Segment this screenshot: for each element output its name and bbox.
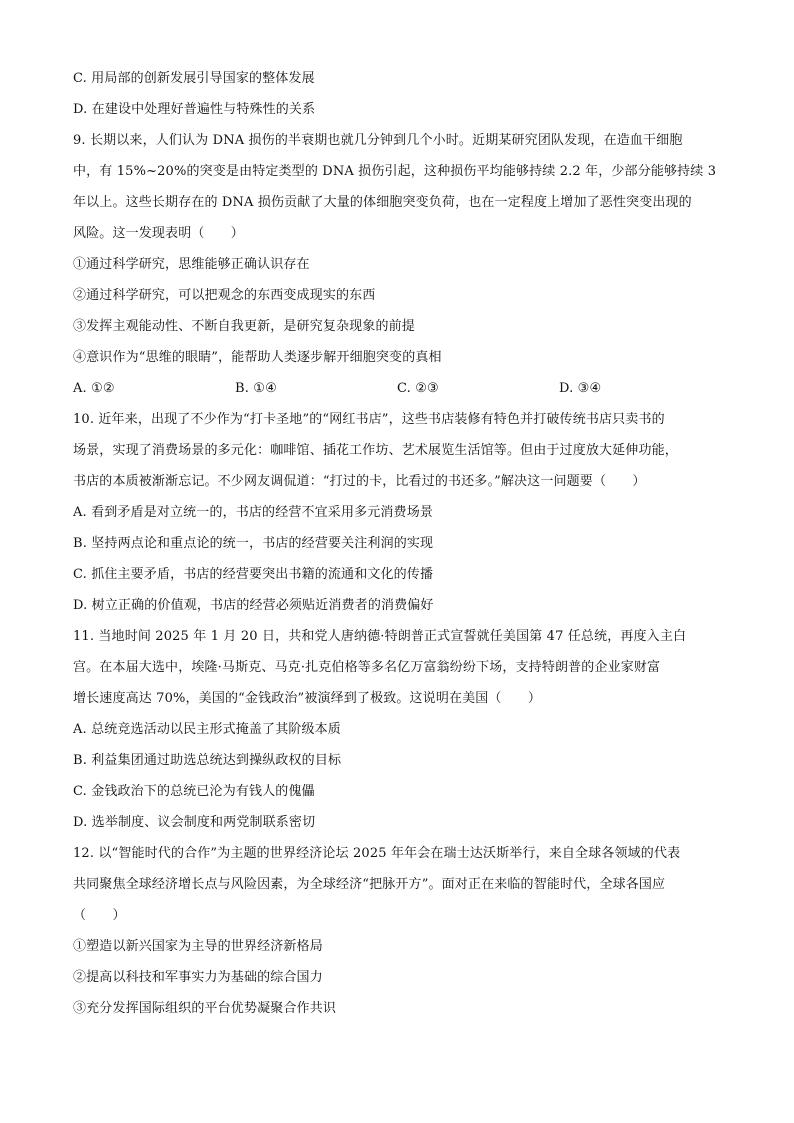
- question-stem-line: 9. 长期以来，人们认为 DNA 损伤的半衰期也就几分钟到几个小时。近期某研究团队发现，在造血干细胞: [73, 133, 683, 148]
- choice-a: A. ①②: [73, 381, 115, 396]
- question-stem-line: （ ）: [73, 908, 126, 923]
- option-b: B. 利益集团通过助选总统达到操纵政权的目标: [73, 753, 342, 768]
- answer-choices-row: [73, 373, 723, 404]
- option-d: D. 树立正确的价值观，书店的经营必须贴近消费者的消费偏好: [73, 598, 434, 613]
- question-stem-line: 10. 近年来，出现了不少作为“打卡圣地”的“网红书店”，这些书店装修有特色并打破传统书店只卖书的: [73, 412, 665, 427]
- question-stem-line: 增长速度高达 70%，美国的“金钱政治”被演绎到了极致。这说明在美国（ ）: [73, 691, 542, 706]
- question-12: [73, 838, 723, 1024]
- question-9: [73, 125, 723, 404]
- option-a: A. 看到矛盾是对立统一的，书店的经营不宜采用多元消费场景: [73, 505, 434, 520]
- question-stem-line: 宫。在本届大选中，埃隆·马斯克、马克·扎克伯格等多名亿万富翁纷纷下场，支持特朗普的企业家财富: [73, 660, 661, 675]
- statement-item-1: ①塑造以新兴国家为主导的世界经济新格局: [73, 939, 323, 954]
- question-stem-line: 12. 以“智能时代的合作”为主题的世界经济论坛 2025 年年会在瑞士达沃斯举行，来自全球各领域的代表: [73, 846, 681, 861]
- question-stem-line: 11. 当地时间 2025 年 1 月 20 日，共和党人唐纳德·特朗普正式宣誓就任美国第 47 任总统，再度入主白: [73, 629, 687, 644]
- question-stem-line: 年以上。这些长期存在的 DNA 损伤贡献了大量的体细胞突变负荷，也在一定程度上增加了恶性突变出现的: [73, 195, 692, 210]
- option-b: B. 坚持两点论和重点论的统一，书店的经营要关注利润的实现: [73, 536, 434, 551]
- statement-item-2: ②通过科学研究，可以把观念的东西变成现实的东西: [73, 288, 376, 303]
- statement-item-1: ①通过科学研究，思维能够正确认识存在: [73, 257, 310, 272]
- option-d: D. 在建设中处理好普遍性与特殊性的关系: [73, 102, 316, 117]
- statement-item-2: ②提高以科技和军事实力为基础的综合国力: [73, 970, 323, 985]
- question-stem-line: 场景，实现了消费场景的多元化：咖啡馆、插花工作坊、艺术展览生活馆等。但由于过度放大延伸功能，: [73, 443, 678, 458]
- choice-d: D. ③④: [559, 381, 602, 396]
- statement-item-3: ③发挥主观能动性、不断自我更新，是研究复杂现象的前提: [73, 319, 415, 334]
- option-c: C. 抓住主要矛盾，书店的经营要突出书籍的流通和文化的传播: [73, 567, 434, 582]
- option-c: C. 用局部的创新发展引导国家的整体发展: [73, 71, 315, 86]
- question-stem-line: 书店的本质被渐渐忘记。不少网友调侃道：“打过的卡，比看过的书还多。”解决这一问题要（ ）: [73, 474, 646, 489]
- option-c: C. 金钱政治下的总统已沦为有钱人的傀儡: [73, 784, 315, 799]
- choice-b: B. ①④: [235, 381, 277, 396]
- question-stem-line: 中，有 15%~20%的突变是由特定类型的 DNA 损伤引起，这种损伤平均能够持续 2.2 年，少部分能够持续 3: [73, 164, 717, 179]
- option-a: A. 总统竞选活动以民主形式掩盖了其阶级本质: [73, 722, 341, 737]
- statement-item-3: ③充分发挥国际组织的平台优势凝聚合作共识: [73, 1001, 337, 1016]
- previous-question-options: [73, 63, 723, 125]
- question-stem-line: 共同聚焦全球经济增长点与风险因素，为全球经济“把脉开方”。面对正在来临的智能时代，全球各国应: [73, 877, 666, 892]
- question-10: [73, 404, 723, 621]
- statement-item-4: ④意识作为“思维的眼睛”，能帮助人类逐步解开细胞突变的真相: [73, 350, 442, 365]
- question-stem-line: 风险。这一发现表明（ ）: [73, 226, 244, 241]
- choice-c: C. ②③: [397, 381, 439, 396]
- question-11: [73, 621, 723, 838]
- document-page: [73, 63, 723, 1024]
- option-d: D. 选举制度、议会制度和两党制联系密切: [73, 815, 316, 830]
